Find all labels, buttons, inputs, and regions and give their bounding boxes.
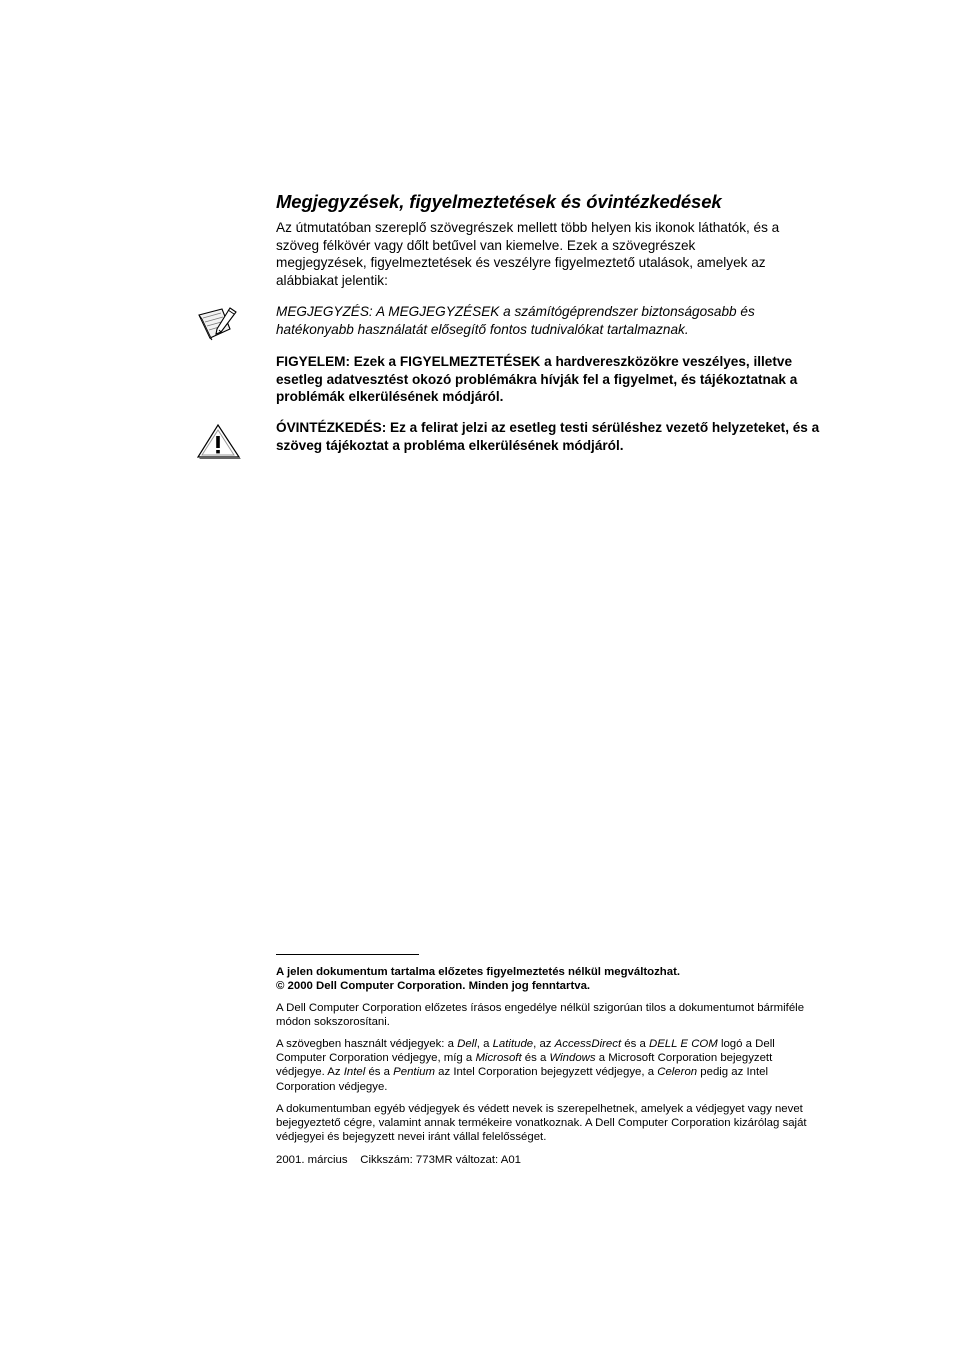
tm-text: és a [365,1066,394,1079]
tm-celeron: Celeron [657,1066,698,1079]
tm-text: , az [533,1038,555,1050]
tm-text: és a [521,1052,550,1065]
tm-text: A szövegben használt védjegyek: a [276,1038,458,1050]
part-number: Cikkszám: 773MR változat: A01 [360,1154,522,1166]
note-text: MEGJEGYZÉS: A MEGJEGYZÉSEK a számítógéprendszer biztonságosabb és hatékonyabb használatát elősegítő fontos tudnivalókat tartalmaznak. [276,304,755,337]
notice-text: FIGYELEM: Ezek a FIGYELMEZTETÉSEK a hardvereszközökre veszélyes, illetve esetleg adatvesztést okozó problémákra hívják fel a figyelmet, és tájékoztatnak a problémák elkerülésének módjáról. [276,354,798,405]
tm-accessdirect: AccessDirect [554,1038,622,1050]
tm-dell-e-com: DELL E COM [648,1038,718,1050]
other-trademarks-notice: A dokumentumban egyéb védjegyek és védett nevek is szerepelhetnek, amelyek a védjegyet vagy nevet bejegyeztető cégre, valamint annak termékeire vonatkoznak. A Dell Computer Corporation kizárólag saját védjegyei és bejegyzett nevei iránt vállal felelősséget. [276,1103,807,1144]
reproduction-notice: A Dell Computer Corporation előzetes írásos engedélye nélkül szigorúan tilos a dokumentumot bármiféle módon sokszorosítani. [276,1002,805,1029]
tm-text: pedig az Intel Corporation védjegye. [276,1066,769,1093]
tm-pentium: Pentium [393,1066,435,1079]
tm-text: , a [476,1038,493,1050]
caution-text: ÓVINTÉZKEDÉS: Ez a felirat jelzi az esetleg testi sérüléshez vezető helyzeteket, és a szöveg tájékoztat a probléma elkerülésének módjáról. [276,420,820,453]
tm-text: a Microsoft Corporation bejegyzett védjegye. Az [276,1052,773,1079]
tm-latitude: Latitude [492,1038,534,1050]
tm-microsoft: Microsoft [475,1052,522,1065]
tm-text: logó a Dell Computer Corporation védjegye, míg a [276,1038,775,1065]
tm-text: az Intel Corporation bejegyzett védjegye, a [434,1066,658,1079]
caution-triangle-icon [196,422,242,460]
intro-paragraph: Az útmutatóban szereplő szövegrészek mellett több helyen kis ikonok láthatók, és a szöveg félkövér vagy dőlt betűvel van kiemelve. Ezek a szövegrészek megjegyzések, figyelmeztetések és veszélyre figyelmeztető utalások, amelyek az alábbiakat jelentik: [276,220,780,288]
tm-intel: Intel [343,1066,366,1079]
note-pencil-icon [196,305,240,343]
notice-line: A jelen dokumentum tartalma előzetes figyelmeztetés nélkül megváltozhat. [276,966,681,978]
publication-date: 2001. március [276,1154,348,1166]
copyright-line: © 2000 Dell Computer Corporation. Minden jog fenntartva. [276,980,591,993]
publication-info [276,1153,822,1167]
tm-text: és a [621,1038,649,1050]
trademark-notice [276,1037,822,1094]
tm-dell: Dell [457,1038,477,1050]
footer-divider [276,954,419,955]
tm-windows: Windows [549,1052,596,1065]
page-title: Megjegyzések, figyelmeztetések és óvintézkedések [276,191,722,212]
legal-notice [276,965,822,993]
